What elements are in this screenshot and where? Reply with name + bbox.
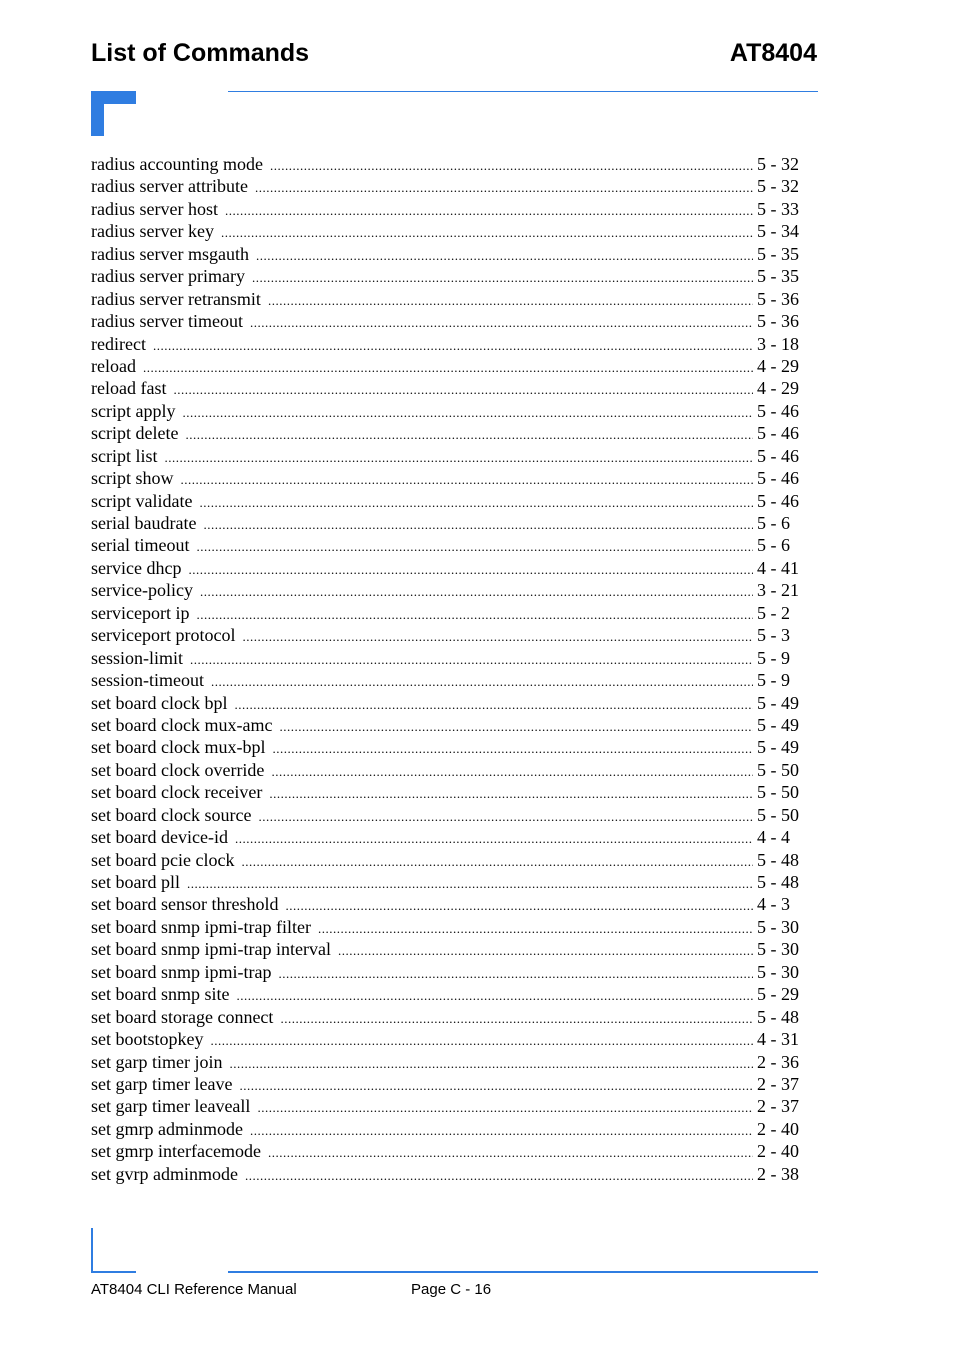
index-entry [91, 355, 803, 377]
entry-term: set board clock source [91, 804, 252, 825]
dot-leader [181, 469, 754, 491]
index-entry [91, 849, 803, 871]
dot-leader [236, 985, 753, 1007]
entry-term: radius server key [91, 221, 214, 242]
dot-leader [285, 895, 753, 917]
entry-term: set board storage connect [91, 1006, 274, 1027]
entry-term: set board clock mux-amc [91, 714, 273, 735]
index-entry [91, 1095, 803, 1117]
dot-leader [225, 200, 753, 222]
entry-term: set board clock receiver [91, 782, 263, 803]
entry-page-ref: 5 - 9 [757, 647, 790, 668]
dot-leader [211, 671, 753, 693]
entry-page-ref: 5 - 46 [757, 490, 799, 511]
index-entry [91, 1073, 803, 1095]
index-entry [91, 557, 803, 579]
entry-page-ref: 5 - 30 [757, 939, 799, 960]
dot-leader [190, 649, 753, 671]
entry-term: radius server host [91, 198, 218, 219]
entry-page-ref: 5 - 35 [757, 243, 799, 264]
entry-page-ref: 2 - 38 [757, 1163, 799, 1184]
index-entry [91, 490, 803, 512]
entry-page-ref: 5 - 50 [757, 804, 799, 825]
index-entry [91, 1118, 803, 1140]
dot-leader [173, 379, 753, 401]
dot-leader [143, 357, 753, 379]
index-entry [91, 961, 803, 983]
entry-page-ref: 5 - 36 [757, 311, 799, 332]
index-entry [91, 288, 803, 310]
index-entry [91, 153, 803, 175]
entry-term: radius server timeout [91, 311, 243, 332]
dot-leader [269, 783, 753, 805]
entry-page-ref: 5 - 48 [757, 849, 799, 870]
index-entry [91, 512, 803, 534]
index-entry [91, 534, 803, 556]
entry-term: script list [91, 445, 158, 466]
dot-leader [229, 1053, 753, 1075]
entry-page-ref: 3 - 21 [757, 580, 799, 601]
dot-leader [279, 716, 753, 738]
index-entry [91, 647, 803, 669]
dot-leader [250, 1120, 753, 1142]
entry-term: set board device-id [91, 827, 228, 848]
index-entry [91, 1051, 803, 1073]
index-entry [91, 265, 803, 287]
entry-term: script show [91, 468, 174, 489]
dot-leader [338, 940, 753, 962]
entry-term: reload fast [91, 378, 167, 399]
dot-leader [196, 536, 753, 558]
index-entry [91, 310, 803, 332]
entry-term: set gvrp adminmode [91, 1163, 238, 1184]
index-entry [91, 1140, 803, 1162]
entry-term: set garp timer join [91, 1051, 223, 1072]
index-entry [91, 400, 803, 422]
entry-term: session-timeout [91, 670, 204, 691]
entry-page-ref: 4 - 31 [757, 1029, 799, 1050]
dot-leader [250, 312, 753, 334]
entry-term: script apply [91, 400, 176, 421]
entry-term: set garp timer leave [91, 1073, 233, 1094]
dot-leader [203, 514, 753, 536]
dot-leader [256, 245, 753, 267]
index-entry [91, 692, 803, 714]
entry-term: set board clock bpl [91, 692, 228, 713]
entry-page-ref: 5 - 48 [757, 1006, 799, 1027]
entry-term: script validate [91, 490, 193, 511]
entry-term: radius server primary [91, 266, 245, 287]
dot-leader [280, 1008, 753, 1030]
entry-term: set board snmp site [91, 984, 230, 1005]
entry-term: set board pcie clock [91, 849, 235, 870]
entry-page-ref: 5 - 35 [757, 266, 799, 287]
dot-leader [255, 177, 753, 199]
index-entry [91, 916, 803, 938]
entry-term: serviceport ip [91, 602, 190, 623]
entry-page-ref: 4 - 41 [757, 557, 799, 578]
entry-page-ref: 5 - 46 [757, 423, 799, 444]
entry-term: set board clock override [91, 759, 265, 780]
dot-leader [239, 1075, 753, 1097]
dot-leader [211, 1030, 754, 1052]
entry-page-ref: 2 - 40 [757, 1141, 799, 1162]
entry-term: radius server msgauth [91, 243, 249, 264]
header-rule [228, 91, 818, 92]
entry-page-ref: 5 - 2 [757, 602, 790, 623]
entry-term: serial timeout [91, 535, 190, 556]
index-entry [91, 714, 803, 736]
entry-page-ref: 5 - 32 [757, 176, 799, 197]
dot-leader [258, 806, 753, 828]
entry-page-ref: 5 - 50 [757, 782, 799, 803]
entry-page-ref: 5 - 33 [757, 198, 799, 219]
dot-leader [199, 492, 753, 514]
dot-leader [241, 851, 753, 873]
index-entry [91, 1163, 803, 1185]
entry-page-ref: 5 - 32 [757, 154, 799, 174]
entry-term: serial baudrate [91, 513, 197, 533]
entry-page-ref: 4 - 29 [757, 355, 799, 376]
entry-page-ref: 4 - 3 [757, 894, 790, 915]
entry-page-ref: 5 - 46 [757, 445, 799, 466]
corner-mark-top-left [91, 91, 136, 136]
dot-leader [196, 604, 753, 626]
index-entry [91, 893, 803, 915]
entry-page-ref: 5 - 6 [757, 535, 790, 556]
entry-page-ref: 5 - 30 [757, 916, 799, 937]
index-entry [91, 669, 803, 691]
dot-leader [200, 581, 753, 603]
index-entry [91, 579, 803, 601]
entry-term: set bootstopkey [91, 1029, 204, 1050]
entry-page-ref: 3 - 18 [757, 333, 799, 354]
index-entry [91, 781, 803, 803]
entry-term: set board snmp ipmi-trap [91, 961, 272, 982]
entry-term: service dhcp [91, 557, 182, 578]
entry-term: set board pll [91, 872, 180, 892]
dot-leader [245, 1165, 753, 1187]
entry-page-ref: 5 - 49 [757, 692, 799, 713]
entry-term: set board snmp ipmi-trap interval [91, 939, 331, 960]
entry-term: set board snmp ipmi-trap filter [91, 916, 311, 937]
dot-leader [252, 267, 753, 289]
entry-page-ref: 5 - 48 [757, 872, 799, 892]
entry-page-ref: 5 - 29 [757, 984, 799, 1005]
entry-term: set gmrp adminmode [91, 1118, 243, 1139]
index-entry [91, 333, 803, 355]
dot-leader [278, 963, 753, 985]
index-entry [91, 602, 803, 624]
entry-page-ref: 2 - 37 [757, 1096, 799, 1117]
entry-page-ref: 4 - 4 [757, 827, 790, 848]
dot-leader [165, 447, 754, 469]
entry-term: set board clock mux-bpl [91, 737, 266, 758]
entry-page-ref: 5 - 46 [757, 400, 799, 421]
entry-page-ref: 5 - 6 [757, 513, 790, 533]
dot-leader [270, 155, 753, 177]
entry-page-ref: 5 - 36 [757, 288, 799, 309]
index-entry [91, 736, 803, 758]
dot-leader [188, 559, 753, 581]
index-entry [91, 467, 803, 489]
index-entry [91, 377, 803, 399]
dot-leader [221, 222, 753, 244]
index-entry [91, 759, 803, 781]
dot-leader [318, 918, 753, 940]
entry-page-ref: 5 - 34 [757, 221, 799, 242]
entry-term: radius server attribute [91, 176, 248, 197]
entry-term: set gmrp interfacemode [91, 1141, 261, 1162]
index-entry [91, 871, 803, 893]
entry-term: reload [91, 355, 136, 376]
entry-page-ref: 2 - 36 [757, 1051, 799, 1072]
entry-term: set board sensor threshold [91, 894, 279, 915]
entry-page-ref: 5 - 9 [757, 670, 790, 691]
command-index-list [91, 153, 803, 1185]
entry-page-ref: 5 - 46 [757, 468, 799, 489]
entry-page-ref: 5 - 49 [757, 714, 799, 735]
entry-page-ref: 5 - 49 [757, 737, 799, 758]
entry-page-ref: 5 - 30 [757, 961, 799, 982]
dot-leader [187, 873, 753, 895]
entry-term: service-policy [91, 580, 193, 601]
index-entry [91, 175, 803, 197]
index-entry [91, 1028, 803, 1050]
index-entry [91, 804, 803, 826]
entry-term: set garp timer leaveall [91, 1096, 251, 1117]
dot-leader [242, 626, 753, 648]
entry-page-ref: 5 - 3 [757, 625, 790, 646]
corner-mark-bottom-left [91, 1228, 136, 1273]
dot-leader [268, 1142, 753, 1164]
dot-leader [185, 424, 753, 446]
entry-term: radius server retransmit [91, 288, 261, 309]
entry-term: serviceport protocol [91, 625, 236, 646]
entry-term: script delete [91, 423, 179, 444]
manual-title: AT8404 CLI Reference Manual [91, 1281, 297, 1298]
index-entry [91, 624, 803, 646]
dot-leader [257, 1097, 753, 1119]
entry-page-ref: 5 - 50 [757, 759, 799, 780]
entry-page-ref: 2 - 40 [757, 1118, 799, 1139]
index-entry [91, 1006, 803, 1028]
index-entry [91, 983, 803, 1005]
index-entry [91, 938, 803, 960]
dot-leader [268, 290, 753, 312]
index-entry [91, 243, 803, 265]
dot-leader [153, 335, 753, 357]
product-name: AT8404 [729, 39, 817, 67]
entry-term: session-limit [91, 647, 184, 668]
entry-page-ref: 2 - 37 [757, 1073, 799, 1094]
index-entry [91, 445, 803, 467]
page-number: Page C - 16 [411, 1281, 492, 1298]
entry-term: redirect [91, 333, 146, 354]
index-entry [91, 826, 803, 848]
entry-term: radius accounting mode [91, 154, 263, 174]
index-entry [91, 422, 803, 444]
dot-leader [271, 761, 753, 783]
dot-leader [272, 738, 753, 760]
dot-leader [235, 828, 753, 850]
index-entry [91, 220, 803, 242]
footer-rule [228, 1271, 818, 1273]
page-title: List of Commands [91, 39, 310, 67]
entry-page-ref: 4 - 29 [757, 378, 799, 399]
dot-leader [182, 402, 753, 424]
dot-leader [234, 694, 753, 716]
index-entry [91, 198, 803, 220]
